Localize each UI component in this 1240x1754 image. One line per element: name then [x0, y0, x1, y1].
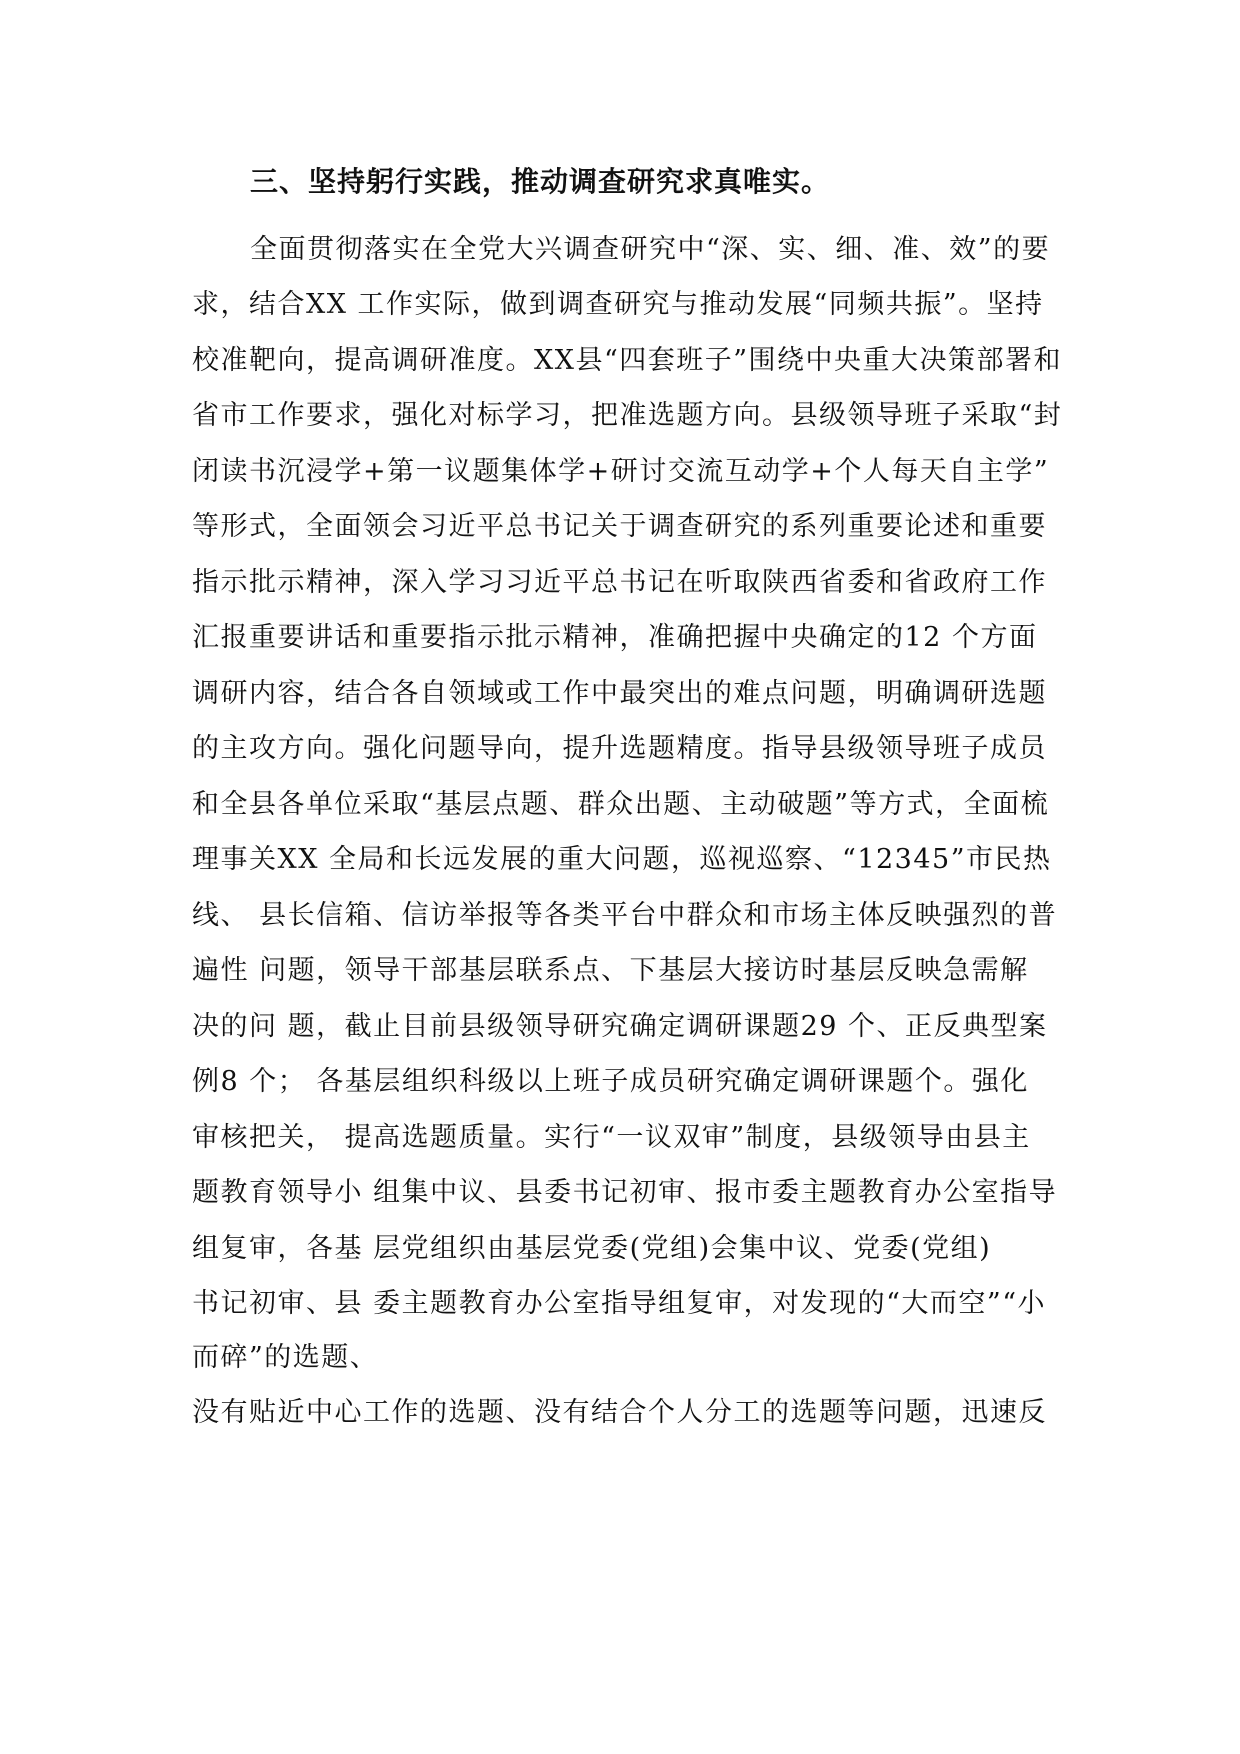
paragraph-line: 省市工作要求，强化对标学习，把准选题方向。县级领导班子采取“封: [192, 400, 1063, 431]
paragraph-line: 书记初审、县 委主题教育办公室指导组复审，对发现的“大而空”“小: [192, 1288, 1046, 1319]
paragraph-line: 题教育领导小 组集中议、县委书记初审、报市委主题教育办公室指导: [192, 1177, 1058, 1208]
paragraph-line: 遍性 问题，领导干部基层联系点、下基层大接访时基层反映急需解: [192, 955, 1029, 986]
paragraph-line: 例8 个； 各基层组织科级以上班子成员研究确定调研课题个。强化: [192, 1066, 1029, 1097]
paragraph-line: 而碎”的选题、: [192, 1342, 379, 1373]
paragraph-line: 指示批示精神，深入学习习近平总书记在听取陕西省委和省政府工作: [192, 567, 1047, 598]
section-heading: 三、坚持躬行实践，推动调查研究求真唯实。: [250, 165, 831, 198]
paragraph-line: 的主攻方向。强化问题导向，提升选题精度。指导县级领导班子成员: [192, 733, 1047, 764]
paragraph-line: 等形式，全面领会习近平总书记关于调查研究的系列重要论述和重要: [192, 511, 1047, 542]
paragraph-line: 全面贯彻落实在全党大兴调查研究中“深、实、细、准、效”的要: [250, 234, 1051, 265]
paragraph-line: 校准靶向，提高调研准度。XX县“四套班子”围绕中央重大决策部署和: [192, 345, 1063, 376]
paragraph-line: 闭读书沉浸学+第一议题集体学+研讨交流互动学+个人每天自主学”: [192, 456, 1050, 487]
paragraph-line: 和全县各单位采取“基层点题、群众出题、主动破题”等方式，全面梳: [192, 789, 1050, 820]
paragraph-line: 线、 县长信箱、信访举报等各类平台中群众和市场主体反映强烈的普: [192, 900, 1058, 931]
paragraph-line: 汇报重要讲话和重要指示批示精神，准确把握中央确定的12 个方面: [192, 622, 1038, 653]
paragraph-line: 没有贴近中心工作的选题、没有结合个人分工的选题等问题，迅速反: [192, 1397, 1047, 1428]
paragraph-line: 决的问 题，截止目前县级领导研究确定调研课题29 个、正反典型案: [192, 1011, 1048, 1042]
paragraph-line: 调研内容，结合各自领域或工作中最突出的难点问题，明确调研选题: [192, 678, 1047, 709]
paragraph-line: 审核把关， 提高选题质量。实行“一议双审”制度，县级领导由县主: [192, 1122, 1031, 1153]
paragraph-line: 组复审，各基 层党组织由基层党委(党组)会集中议、党委(党组): [192, 1233, 992, 1264]
paragraph-line: 理事关XX 全局和长远发展的重大问题，巡视巡察、“12345”市民热: [192, 844, 1052, 875]
paragraph-line: 求，结合XX 工作实际，做到调查研究与推动发展“同频共振”。坚持: [192, 289, 1044, 320]
